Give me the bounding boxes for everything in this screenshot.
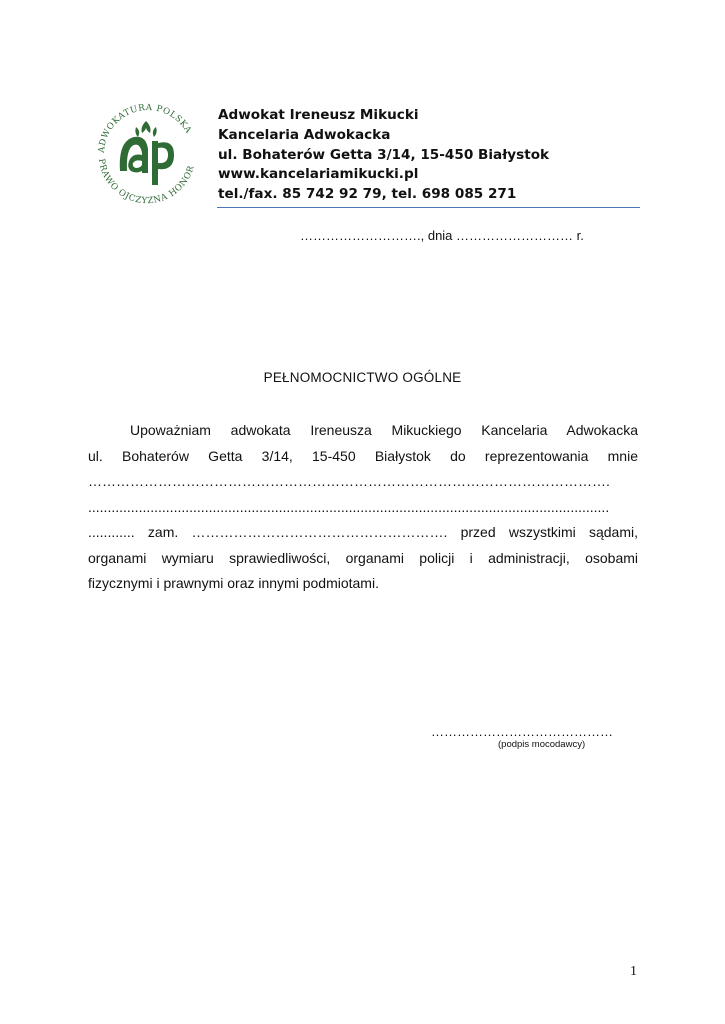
body-line: fizycznymi i prawnymi oraz innymi podmiotami.: [88, 575, 379, 591]
body-line: organami wymiaru sprawiedliwości, organami policji i administracji, osobami: [88, 549, 638, 566]
office-address: ul. Bohaterów Getta 3/14, 15-450 Białystok: [218, 146, 550, 163]
logo-arc-text-bottom: PRAWO OJCZYZNA HONOR: [95, 157, 197, 205]
lawyer-name: Adwokat Ireneusz Mikucki: [218, 107, 419, 123]
body-line: ............ zam. ………………………………………………. przed wszystkimi sądami,: [88, 524, 638, 540]
bar-association-logo: [90, 93, 202, 205]
page-number: 1: [630, 964, 637, 979]
signature-line: ……………………………………: [431, 724, 613, 739]
body-line-blank-dots: ......................................................................................................................................: [88, 498, 610, 515]
body-line: Upoważniam adwokata Ireneusza Mikuckiego Kancelaria Adwokacka: [130, 422, 638, 438]
power-of-attorney-body: [88, 418, 638, 597]
logo-arc-text-top: ADWOKATURA POLSKA: [96, 103, 194, 154]
document-title: PEŁNOMOCNICTWO OGÓLNE: [263, 370, 462, 385]
body-line-blank-dots: ………………………………………………………………………………………………….: [88, 473, 610, 489]
body-line: ul. Bohaterów Getta 3/14, 15-450 Białystok do reprezentowania mnie: [88, 447, 638, 464]
office-website[interactable]: www.kancelariamikucki.pl: [218, 166, 419, 183]
letterhead: [218, 106, 638, 205]
logo-monogram: [120, 121, 174, 185]
letterhead-divider: [217, 207, 640, 208]
signature-caption: (podpis mocodawcy): [498, 739, 586, 750]
office-name: Kancelaria Adwokacka: [218, 126, 391, 143]
office-phone: tel./fax. 85 742 92 79, tel. 698 085 271: [218, 186, 517, 203]
place-date-line: ………………………., dnia ……………………… r.: [300, 228, 584, 243]
